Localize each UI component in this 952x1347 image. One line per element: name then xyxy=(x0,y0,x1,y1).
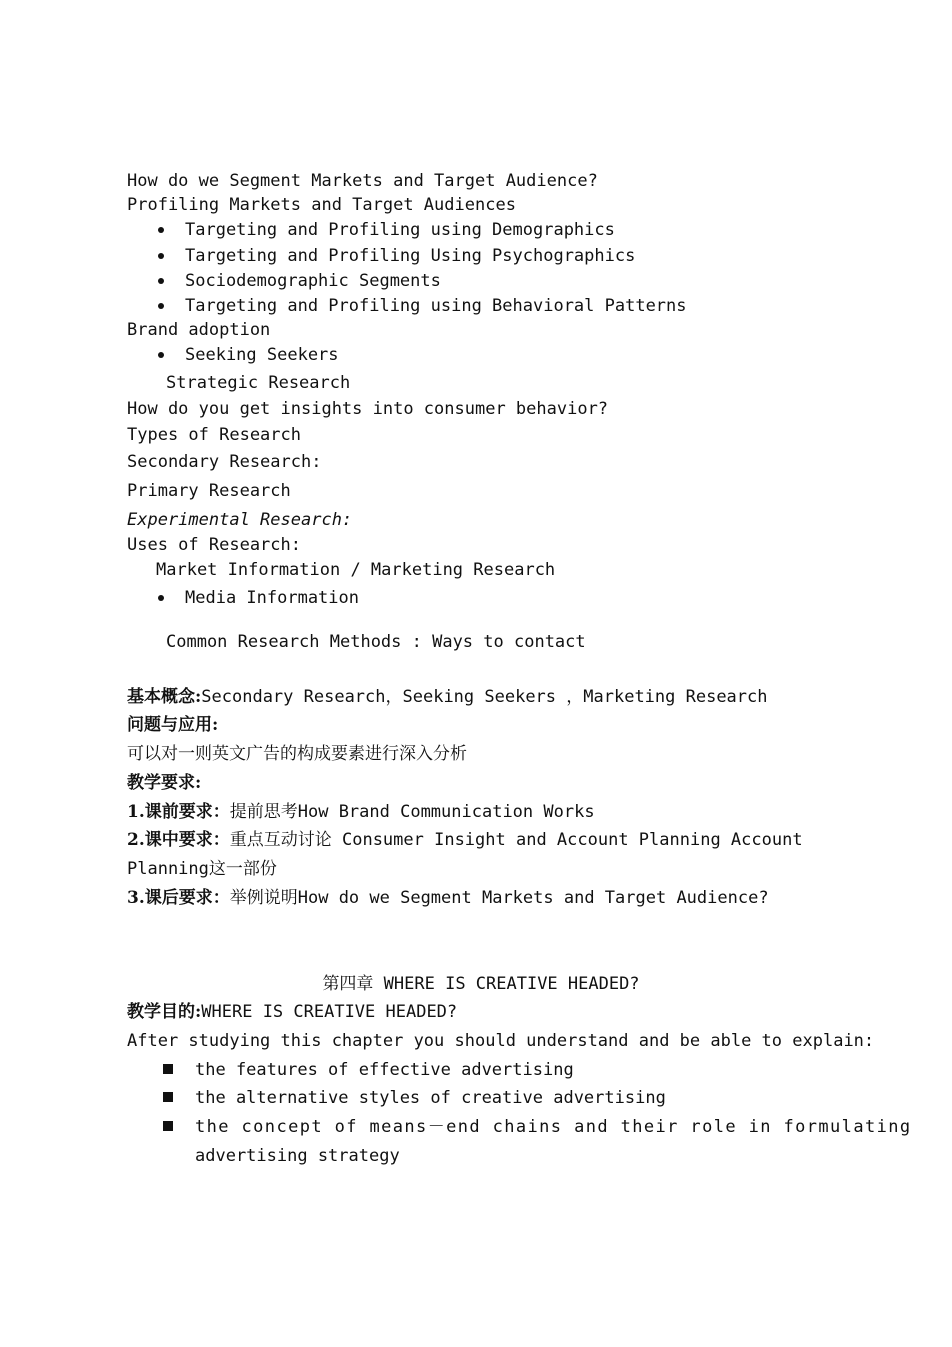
insights-question: How do you get insights into consumer behavior? xyxy=(127,399,609,419)
requirement-text: 重点互动讨论 Consumer Insight and Account Planning Account xyxy=(229,830,803,850)
concepts-label: 基本概念: xyxy=(127,687,202,707)
list-item: the features of effective advertising xyxy=(195,1060,574,1080)
objective-text: WHERE IS CREATIVE HEADED? xyxy=(201,1002,458,1022)
requirement-label: 2.课中要求： xyxy=(127,830,230,850)
concepts-line xyxy=(127,686,768,708)
bullet-dot-icon xyxy=(158,352,164,358)
chapter-title: 第四章 WHERE IS CREATIVE HEADED? xyxy=(322,974,640,994)
strategic-research-heading: Strategic Research xyxy=(166,373,351,393)
requirement-item xyxy=(127,829,803,851)
primary-research: Primary Research xyxy=(127,481,291,501)
requirement-text: 提前思考How Brand Communication Works xyxy=(229,802,595,822)
brand-adoption-heading: Brand adoption xyxy=(127,320,271,340)
list-item: Targeting and Profiling using Demographics xyxy=(185,220,615,240)
requirement-item xyxy=(127,887,769,909)
requirement-item xyxy=(127,801,595,823)
objective-label: 教学目的: xyxy=(127,1002,202,1022)
list-item: Sociodemographic Segments xyxy=(185,271,441,291)
common-methods: Common Research Methods : Ways to contact xyxy=(166,632,586,652)
bullet-dot-icon xyxy=(158,278,164,284)
square-bullet-icon xyxy=(163,1092,173,1102)
requirement-text: 举例说明How do we Segment Markets and Target Audience? xyxy=(229,888,769,908)
list-item: Media Information xyxy=(185,588,359,608)
secondary-research: Secondary Research: xyxy=(127,452,322,472)
square-bullet-icon xyxy=(163,1064,173,1074)
list-item-continuation: advertising strategy xyxy=(195,1146,400,1166)
bullet-dot-icon xyxy=(158,227,164,233)
list-item: the alternative styles of creative advertising xyxy=(195,1088,666,1108)
requirement-label: 3.课后要求： xyxy=(127,888,230,908)
experimental-research: Experimental Research: xyxy=(127,510,353,530)
objective-line xyxy=(127,1001,457,1023)
bullet-dot-icon xyxy=(158,303,164,309)
section-subheading: Profiling Markets and Target Audiences xyxy=(127,195,516,215)
problems-label: 问题与应用: xyxy=(127,715,219,735)
section-heading: How do we Segment Markets and Target Audience? xyxy=(127,171,598,191)
concepts-text: Secondary Research，Seeking Seekers ，Marketing Research xyxy=(201,687,768,707)
uses-of-research: Uses of Research: xyxy=(127,535,301,555)
list-item: the concept of means－end chains and their role in formulating xyxy=(195,1117,912,1137)
square-bullet-icon xyxy=(163,1121,173,1131)
list-item: Targeting and Profiling using Behavioral Patterns xyxy=(185,296,687,316)
list-item: Seeking Seekers xyxy=(185,345,339,365)
list-item: Targeting and Profiling Using Psychographics xyxy=(185,246,636,266)
bullet-dot-icon xyxy=(158,595,164,601)
requirement-label: 1.课前要求： xyxy=(127,802,230,822)
types-of-research: Types of Research xyxy=(127,425,301,445)
requirement-continuation: Planning这一部份 xyxy=(127,859,277,879)
chapter-intro: After studying this chapter you should understand and be able to explain: xyxy=(127,1031,875,1051)
problems-text: 可以对一则英文广告的构成要素进行深入分析 xyxy=(127,744,467,764)
bullet-dot-icon xyxy=(158,253,164,259)
requirements-label: 教学要求: xyxy=(127,773,202,793)
market-information: Market Information / Marketing Research xyxy=(156,560,556,580)
